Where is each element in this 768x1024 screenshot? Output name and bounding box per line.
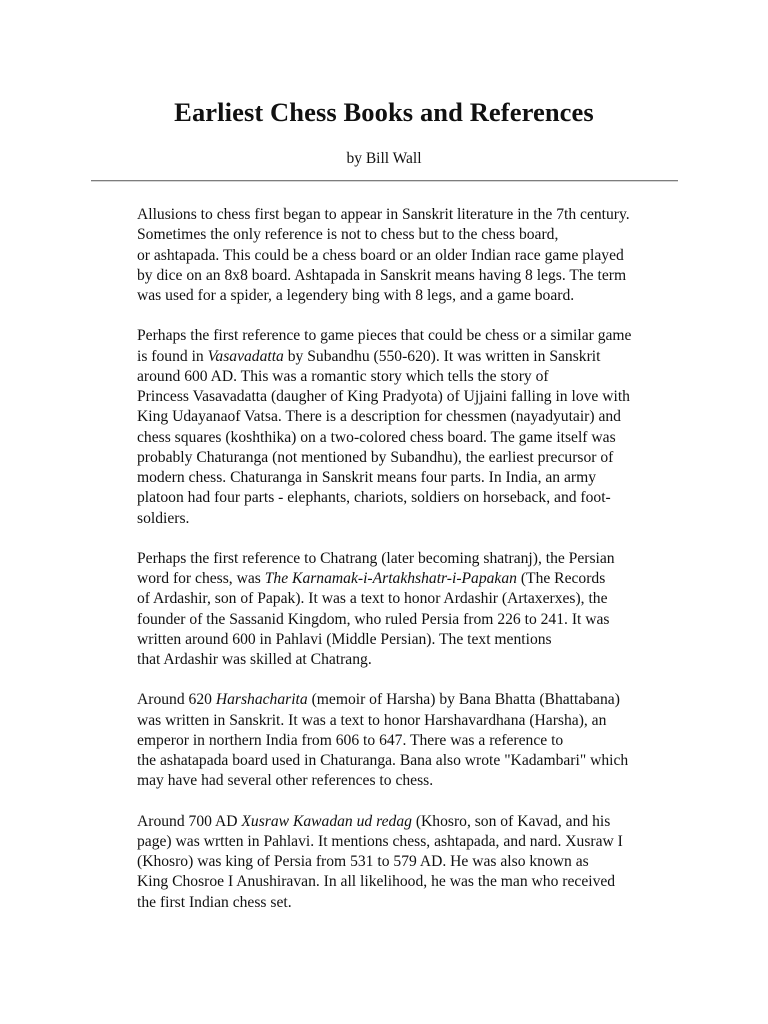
text-run: is found in xyxy=(137,347,208,365)
document-body xyxy=(137,205,677,933)
text-line xyxy=(137,690,677,710)
text-run: Around 620 xyxy=(137,691,216,709)
document-title: Earliest Chess Books and References xyxy=(174,97,594,127)
text-line xyxy=(137,893,677,913)
text-line xyxy=(137,407,677,427)
text-run: of Ardashir, son of Papak). It was a text to honor Ardashir (Artaxerxes), the xyxy=(137,590,608,608)
text-line xyxy=(137,428,677,448)
text-run: King Udayanaof Vatsa. There is a description for chessmen (nayadyutair) and xyxy=(137,408,621,426)
text-line xyxy=(137,751,677,771)
text-line xyxy=(137,246,677,266)
text-run: probably Chaturanga (not mentioned by Subandhu), the earliest precursor of xyxy=(137,448,614,466)
text-line xyxy=(137,812,677,832)
paragraph xyxy=(137,205,677,306)
text-run: Princess Vasavadatta (daugher of King Pradyota) of Ujjaini falling in love with xyxy=(137,388,630,405)
text-run: chess squares (koshthika) on a two-colored chess board. The game itself was xyxy=(137,428,616,446)
text-line xyxy=(137,832,677,852)
text-line xyxy=(137,387,677,407)
text-line xyxy=(137,630,677,650)
text-line xyxy=(137,731,677,751)
text-run: or ashtapada. This could be a chess board or an older Indian race game played xyxy=(137,246,624,264)
text-run: was written in Sanskrit. It was a text to honor Harshavardhana (Harsha), an xyxy=(137,711,607,729)
text-run: Perhaps the first reference to game pieces that could be chess or a similar game xyxy=(137,327,632,345)
text-line xyxy=(137,589,677,609)
text-line xyxy=(137,509,677,529)
paragraph xyxy=(137,326,677,529)
text-run: (Khosro) was king of Persia from 531 to 579 AD. He was also known as xyxy=(137,853,589,870)
text-run: (Khosro, son of Kavad, and his xyxy=(411,812,611,830)
text-line xyxy=(137,852,677,872)
text-line xyxy=(137,872,677,892)
text-line xyxy=(137,771,677,791)
text-run: the first Indian chess set. xyxy=(137,893,292,911)
text-line xyxy=(137,205,677,225)
text-line xyxy=(137,468,677,488)
text-run: that Ardashir was skilled at Chatrang. xyxy=(137,651,372,668)
text-line xyxy=(137,347,677,367)
text-run: was used for a spider, a legendery bing with 8 legs, and a game board. xyxy=(137,287,575,304)
text-run: written around 600 in Pahlavi (Middle Persian). The text mentions xyxy=(137,630,552,648)
text-line xyxy=(137,549,677,569)
text-run: founder of the Sassanid Kingdom, who ruled Persia from 226 to 241. It was xyxy=(137,610,610,628)
text-line xyxy=(137,488,677,508)
text-line xyxy=(137,266,677,286)
text-line xyxy=(137,569,677,589)
text-line xyxy=(137,286,677,306)
text-line xyxy=(137,326,677,346)
text-line xyxy=(137,650,677,670)
text-run: modern chess. Chaturanga in Sanskrit means four parts. In India, an army xyxy=(137,469,597,486)
horizontal-rule xyxy=(91,180,678,182)
text-line xyxy=(137,367,677,387)
text-run: by Subandhu (550-620). It was written in Sanskrit xyxy=(283,347,601,365)
text-run: word for chess, was xyxy=(137,570,265,587)
text-run: (memoir of Harsha) by Bana Bhatta (Bhattabana) xyxy=(307,691,620,709)
author-byline: by Bill Wall xyxy=(346,150,422,167)
text-line xyxy=(137,711,677,731)
text-run: by dice on an 8x8 board. Ashtapada in Sanskrit means having 8 legs. The term xyxy=(137,266,627,284)
text-run: soldiers. xyxy=(137,509,190,527)
text-run: platoon had four parts - elephants, chariots, soldiers on horseback, and foot- xyxy=(137,489,611,507)
text-line xyxy=(137,225,677,245)
text-run: emperor in northern India from 606 to 647. There was a reference to xyxy=(137,731,564,749)
paragraph xyxy=(137,690,677,791)
text-run: the ashatapada board used in Chaturanga. Bana also wrote "Kadambari" which xyxy=(137,752,629,769)
text-run: Allusions to chess first began to appear in Sanskrit literature in the 7th century. xyxy=(137,206,630,223)
text-run: Sometimes the only reference is not to chess but to the chess board, xyxy=(137,226,559,244)
text-line xyxy=(137,610,677,630)
text-run: (The Records xyxy=(516,570,606,587)
text-run: page) was wrtten in Pahlavi. It mentions chess, ashtapada, and nard. Xusraw I xyxy=(137,832,623,850)
text-run: may have had several other references to chess. xyxy=(137,772,434,790)
italic-title-text: Xusraw Kawadan ud redag xyxy=(241,812,412,830)
text-run: around 600 AD. This was a romantic story which tells the story of xyxy=(137,367,549,385)
paragraph xyxy=(137,549,677,671)
text-run: King Chosroe I Anushiravan. In all likelihood, he was the man who received xyxy=(137,873,616,891)
paragraph xyxy=(137,812,677,913)
italic-title-text: The Karnamak-i-Artakhshatr-i-Papakan xyxy=(264,570,517,587)
text-run: Perhaps the first reference to Chatrang (later becoming shatranj), the Persian xyxy=(137,549,615,567)
italic-title-text: Harshacharita xyxy=(215,691,308,709)
text-line xyxy=(137,448,677,468)
text-run: Around 700 AD xyxy=(137,812,242,830)
italic-title-text: Vasavadatta xyxy=(207,347,284,365)
